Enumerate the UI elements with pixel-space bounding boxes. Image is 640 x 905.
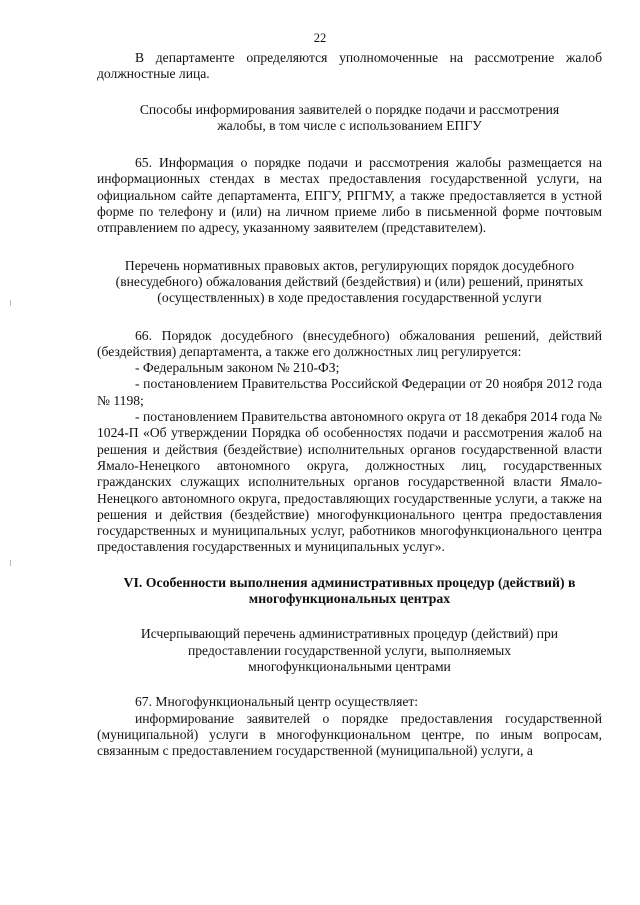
section-heading-information: Способы информирования заявителей о порядке подачи и рассмотрения жалобы, в том числе с использованием ЕПГУ — [139, 101, 560, 133]
legal-act-item: - постановлением Правительства автономного округа от 18 декабря 2014 года № 1024-П «Об утверждении Порядка об особенностях подачи и рассмотрения жалоб на решения и действия (бездействие) исполнительных органов государственной власти Ямало-Ненецкого автономного округа, должностных лиц, государственных гражданских служащих исполнительных органов государственной власти Ямало-Ненецкого автономного округа, предоставляющих государственные услуги, а также на решения и действия (бездействие) многофункционального центра предоставления государственных и муниципальных услуг, работников многофункционального центра предоставления государственных и муниципальных услуг». — [97, 409, 602, 555]
paragraph-65: 65. Информация о порядке подачи и рассмотрения жалобы размещается на информационных стендах в местах предоставления государственной услуги, на официальном сайте департамента, ЕПГУ, РПГМУ, а также предоставляется в устной форме по телефону и (или) на личном приеме либо в письменной форме почтовым отправлением по адресу, указанному заявителем (представителем). — [97, 155, 602, 236]
paragraph-67: 67. Многофункциональный центр осуществляет: — [135, 694, 419, 710]
legal-act-item: - Федеральным законом № 210-ФЗ; — [135, 360, 340, 376]
paragraph-67-item: информирование заявителей о порядке предоставления государственной (муниципальной) услуги в многофункциональном центре, по иным вопросам, связанным с предоставлением государственной (муниципальной) услуги, а — [97, 710, 602, 759]
section-heading-legal-acts: Перечень нормативных правовых актов, регулирующих порядок досудебного (внесудебного) обжалования действий (бездействия) и (или) решений, принятых (осуществленных) в ходе предоставления государственной услуги — [115, 257, 584, 306]
legal-act-item: - постановлением Правительства Российской Федерации от 20 ноября 2012 года № 1198; — [97, 376, 602, 408]
document-body — [97, 50, 602, 759]
scan-artifact — [10, 560, 11, 566]
intro-paragraph: В департаменте определяются уполномоченные на рассмотрение жалоб должностные лица. — [97, 50, 602, 82]
scan-artifact — [10, 300, 11, 306]
chapter-heading: VI. Особенности выполнения административных процедур (действий) в многофункциональных центрах — [123, 574, 576, 607]
paragraph-66: 66. Порядок досудебного (внесудебного) обжалования решений, действий (бездействия) департамента, а также его должностных лиц регулируется: — [97, 327, 602, 359]
page-number: 22 — [313, 31, 327, 45]
subsection-heading: Исчерпывающий перечень административных процедур (действий) при предоставлении государственной услуги, выполняемых многофункциональными центрами — [140, 626, 559, 674]
